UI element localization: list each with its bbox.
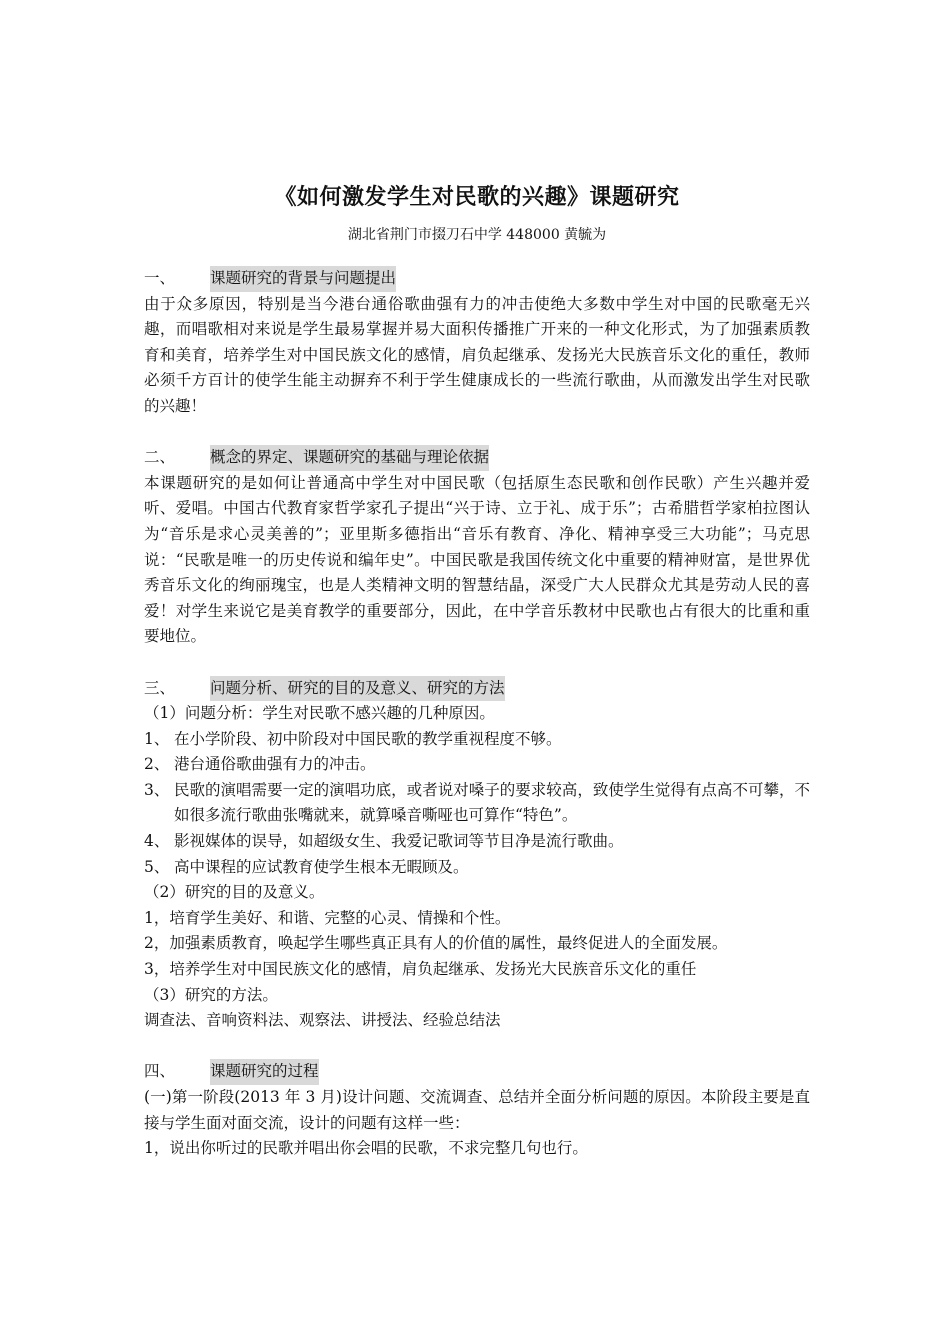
list-item: 3、 民歌的演唱需要一定的演唱功底，或者说对嗓子的要求较高，致使学生觉得有点高不可攀，不如很多流行歌曲张嘴就来，就算嗓音嘶哑也可算作“特色”。 <box>144 780 810 825</box>
section-4-heading <box>144 1059 810 1085</box>
section-1-heading <box>144 266 810 292</box>
section-heading-text: 课题研究的背景与问题提出 <box>210 266 396 292</box>
list-item: 4、 影视媒体的误导，如超级女生、我爱记歌词等节目净是流行歌曲。 <box>144 832 624 851</box>
question-item: 1，说出你听过的民歌并唱出你会唱的民歌，不求完整几句也行。 <box>144 1139 588 1158</box>
blank-line <box>144 420 810 446</box>
list-item: 1、 在小学阶段、初中阶段对中国民歌的教学重视程度不够。 <box>144 729 562 748</box>
methods-text: 调查法、音响资料法、观察法、讲授法、经验总结法 <box>144 1011 501 1030</box>
author-line: 湖北省荆门市掇刀石中学 448000 黄毓为 <box>347 227 607 243</box>
section-number: 一、 <box>144 269 176 287</box>
section-1-paragraph: 由于众多原因，特别是当今港台通俗歌曲强有力的冲击使绝大多数中学生对中国的民歌毫无兴趣，而唱歌相对来说是学生最易掌握并易大面积传播推广开来的一种文化形式，为了加强素质教育和美育，培养学生对中国民族文化的感情，肩负起继承、发扬光大民族音乐文化的重任，教师必须千方百计的使学生能主动摒弃不利于学生健康成长的一些流行歌曲，从而激发出学生对民歌的兴趣！ <box>144 294 810 415</box>
subheading-purpose: （2）研究的目的及意义。 <box>144 883 325 902</box>
section-2-paragraph: 本课题研究的是如何让普通高中学生对中国民歌（包括原生态民歌和创作民歌）产生兴趣并爱听、爱唱。中国古代教育家哲学家孔子提出“兴于诗、立于礼、成于乐”；古希腊哲学家柏拉图认为“音乐是求心灵美善的”；亚里斯多德指出“音乐有教育、净化、精神享受三大功能”；马克思说：“民歌是唯一的历史传说和编年史”。中国民歌是我国传统文化中重要的精神财富，是世界优秀音乐文化的绚丽瑰宝，也是人类精神文明的智慧结晶，深受广大人民群众尤其是劳动人民的喜爱！对学生来说它是美育教学的重要部分，因此，在中学音乐教材中民歌也占有很大的比重和重要地位。 <box>144 473 810 646</box>
stage-1-paragraph: (一)第一阶段(2013 年 3 月)设计问题、交流调查、总结并全面分析问题的原因。本阶段主要是直接与学生面对面交流，设计的问题有这样一些： <box>144 1088 810 1132</box>
subheading-problem-analysis: （1）问题分析：学生对民歌不感兴趣的几种原因。 <box>144 704 495 723</box>
section-3-heading <box>144 676 810 702</box>
section-number: 二、 <box>144 448 176 467</box>
section-heading-text: 概念的界定、课题研究的基础与理论依据 <box>210 445 489 471</box>
goal-item: 1，培育学生美好、和谐、完整的心灵、情操和个性。 <box>144 908 511 927</box>
section-number: 三、 <box>144 678 176 697</box>
section-number: 四、 <box>144 1062 176 1081</box>
blank-line <box>144 1034 810 1060</box>
section-heading-text: 课题研究的过程 <box>210 1059 319 1085</box>
subheading-methods: （3）研究的方法。 <box>144 985 278 1004</box>
document-title: 《如何激发学生对民歌的兴趣》课题研究 <box>274 184 680 210</box>
list-item: 5、 高中课程的应试教育使学生根本无暇顾及。 <box>144 857 469 876</box>
section-2-heading <box>144 445 810 471</box>
document-page <box>144 180 810 1162</box>
blank-line <box>144 650 810 676</box>
goal-item: 3，培养学生对中国民族文化的感情，肩负起继承、发扬光大民族音乐文化的重任 <box>144 960 697 979</box>
list-item: 2、 港台通俗歌曲强有力的冲击。 <box>144 755 376 774</box>
section-heading-text: 问题分析、研究的目的及意义、研究的方法 <box>210 676 505 702</box>
goal-item: 2，加强素质教育，唤起学生哪些真正具有人的价值的属性，最终促进人的全面发展。 <box>144 934 728 953</box>
